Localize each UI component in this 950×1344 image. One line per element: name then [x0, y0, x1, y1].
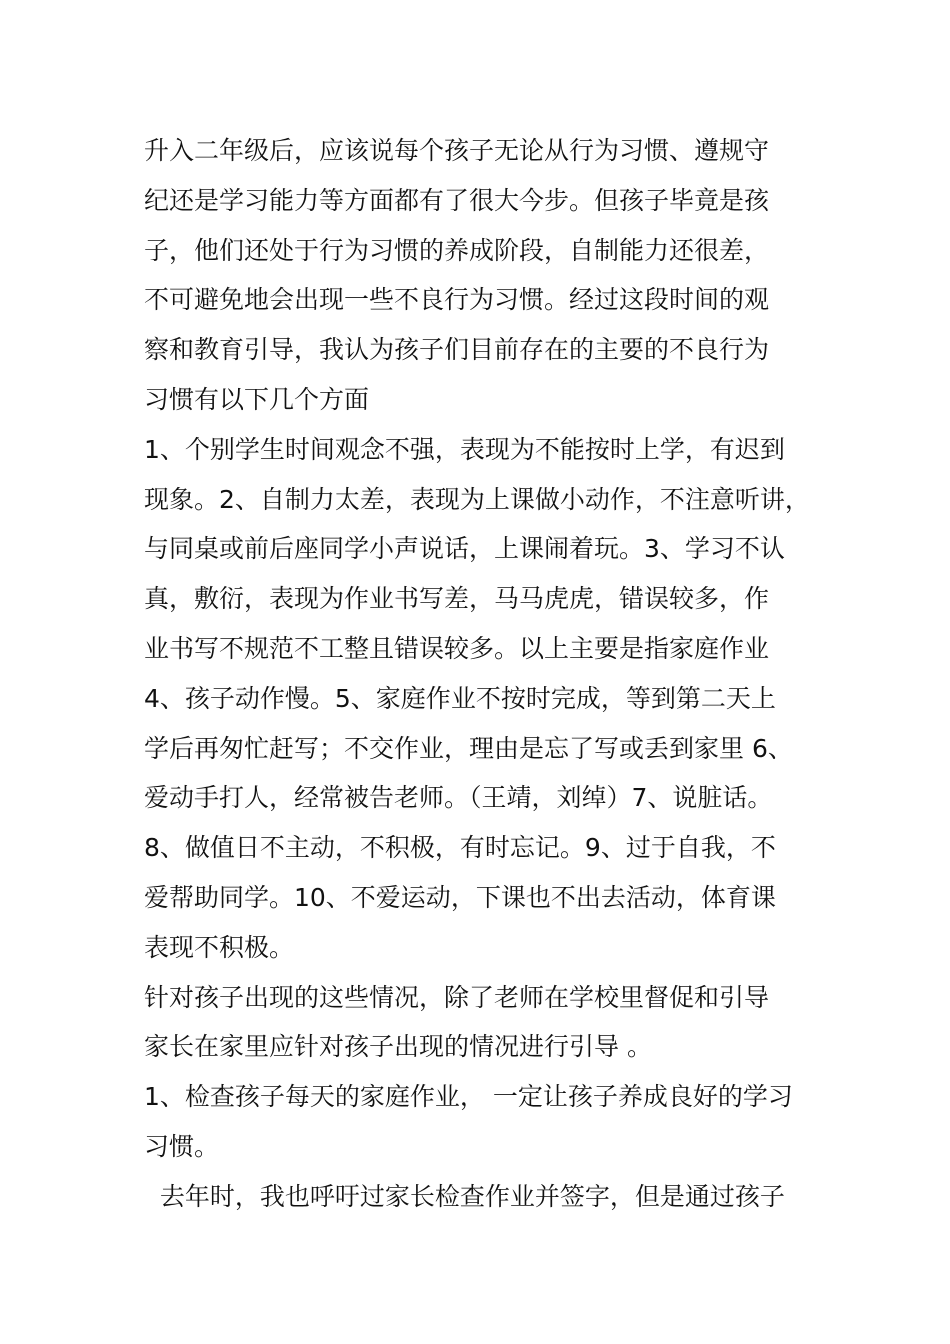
text-line: 爱动手打人，经常被告老师。（王靖，刘绰）7、说脏话。	[144, 783, 773, 813]
text-line: 4、孩子动作慢。5、家庭作业不按时完成，等到第二天上	[144, 683, 776, 713]
text-line: 升入二年级后，应该说每个孩子无论从行为习惯、遵规守	[144, 136, 770, 165]
text-line: 去年时，我也呼吁过家长检查作业并签字，但是通过孩子	[144, 1181, 785, 1211]
text-line: 纪还是学习能力等方面都有了很大今步。但孩子毕竟是孩	[144, 185, 770, 215]
text-line: 业书写不规范不工整且错误较多。以上主要是指家庭作业	[144, 633, 770, 663]
text-line: 习惯有以下几个方面	[144, 384, 370, 414]
text-line: 爱帮助同学。10、不爱运动，下课也不出去活动，体育课	[144, 882, 776, 912]
text-line: 真，敷衍，表现为作业书写差，马马虎虎，错误较多，作	[144, 584, 770, 614]
text-line: 学后再匆忙赶写；不交作业，理由是忘了写或丢到家里 6、	[144, 733, 793, 763]
text-line: 不可避免地会出现一些不良行为习惯。经过这段时间的观	[144, 285, 770, 315]
document-body	[144, 126, 834, 1222]
text-line: 8、做值日不主动，不积极，有时忘记。9、过于自我，不	[144, 833, 776, 863]
text-line: 1、检查孩子每天的家庭作业， 一定让孩子养成良好的学习	[144, 1082, 793, 1112]
text-line: 现象。2、自制力太差，表现为上课做小动作，不注意听讲，	[144, 484, 810, 514]
text-line: 习惯。	[144, 1131, 220, 1161]
text-line: 与同桌或前后座同学小声说话，上课闹着玩。3、学习不认	[144, 534, 785, 564]
text-line: 家长在家里应针对孩子出现的情况进行引导 。	[144, 1032, 652, 1062]
text-line: 针对孩子出现的这些情况，除了老师在学校里督促和引导	[144, 982, 770, 1012]
text-line: 子，他们还处于行为习惯的养成阶段，自制能力还很差，	[144, 235, 770, 265]
text-line: 表现不积极。	[144, 932, 295, 962]
text-line: 察和教育引导，我认为孩子们目前存在的主要的不良行为	[144, 335, 770, 365]
text-line: 1、个别学生时间观念不强，表现为不能按时上学，有迟到	[144, 434, 785, 464]
